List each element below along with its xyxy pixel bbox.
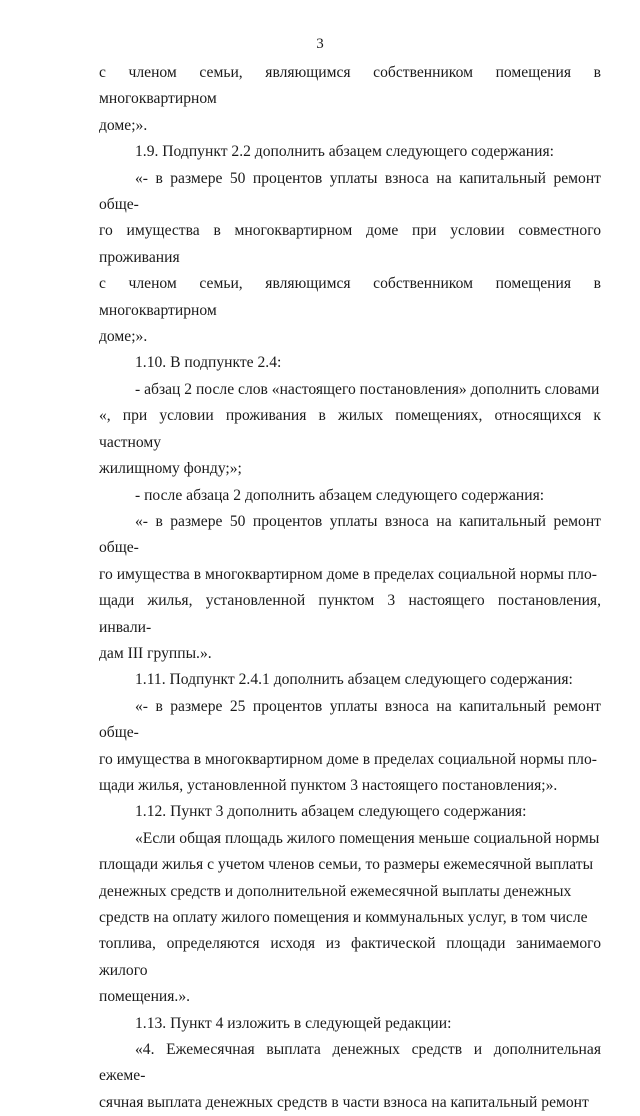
- text-line: доме;».: [99, 328, 148, 346]
- text-line: дам III группы.».: [99, 644, 212, 662]
- text-line: с членом семьи, являющимся собственником помещения в многоквартирном: [99, 64, 601, 108]
- text-line: 1.11. Подпункт 2.4.1 дополнить абзацем следующего содержания:: [135, 671, 573, 689]
- text-line: площади жилья с учетом членов семьи, то размеры ежемесячной выплаты: [99, 856, 594, 874]
- text-line: топлива, определяются исходя из фактической площади занимаемого жилого: [99, 935, 601, 979]
- text-line: щади жилья, установленной пунктом 3 настоящего постановления;».: [99, 776, 558, 794]
- text-line: «- в размере 25 процентов уплаты взноса на капитальный ремонт обще-: [99, 697, 601, 742]
- text-line: «, при условии проживания в жилых помещениях, относящихся к частному: [99, 407, 601, 451]
- text-line: «4. Ежемесячная выплата денежных средств и дополнительная ежеме-: [99, 1041, 601, 1085]
- text-line: - абзац 2 после слов «настоящего постановления» дополнить словами: [135, 380, 600, 398]
- text-line: денежных средств и дополнительной ежемесячной выплаты денежных: [99, 882, 572, 900]
- text-line: 1.13. Пункт 4 изложить в следующей редакции:: [135, 1014, 452, 1032]
- text-line: - после абзаца 2 дополнить абзацем следующего содержания:: [135, 486, 545, 504]
- text-line: жилищному фонду;»;: [99, 460, 242, 478]
- text-line: доме;».: [99, 116, 148, 134]
- text-line: 1.10. В подпункте 2.4:: [135, 354, 282, 372]
- text-line: с членом семьи, являющимся собственником помещения в многоквартирном: [99, 275, 601, 319]
- text-line: го имущества в многоквартирном доме при условии совместного проживания: [99, 222, 601, 266]
- text-line: «Если общая площадь жилого помещения меньше социальной нормы: [135, 829, 600, 847]
- text-line: помещения.».: [99, 988, 191, 1006]
- text-line: 1.9. Подпункт 2.2 дополнить абзацем следующего содержания:: [135, 143, 554, 161]
- text-line: «- в размере 50 процентов уплаты взноса на капитальный ремонт обще-: [99, 512, 601, 557]
- text-line: «- в размере 50 процентов уплаты взноса на капитальный ремонт обще-: [99, 169, 601, 214]
- text-line: го имущества в многоквартирном доме в пределах социальной нормы пло-: [99, 565, 597, 583]
- document-body: [99, 60, 601, 1116]
- text-line: 1.12. Пункт 3 дополнить абзацем следующего содержания:: [135, 803, 527, 821]
- page-number: 3: [316, 36, 324, 52]
- text-line: щади жилья, установленной пунктом 3 настоящего постановления, инвали-: [99, 592, 601, 636]
- text-line: го имущества в многоквартирном доме в пределах социальной нормы пло-: [99, 750, 597, 768]
- text-line: сячная выплата денежных средств в части взноса на капитальный ремонт: [99, 1093, 589, 1111]
- text-line: средств на оплату жилого помещения и коммунальных услуг, в том числе: [99, 909, 588, 926]
